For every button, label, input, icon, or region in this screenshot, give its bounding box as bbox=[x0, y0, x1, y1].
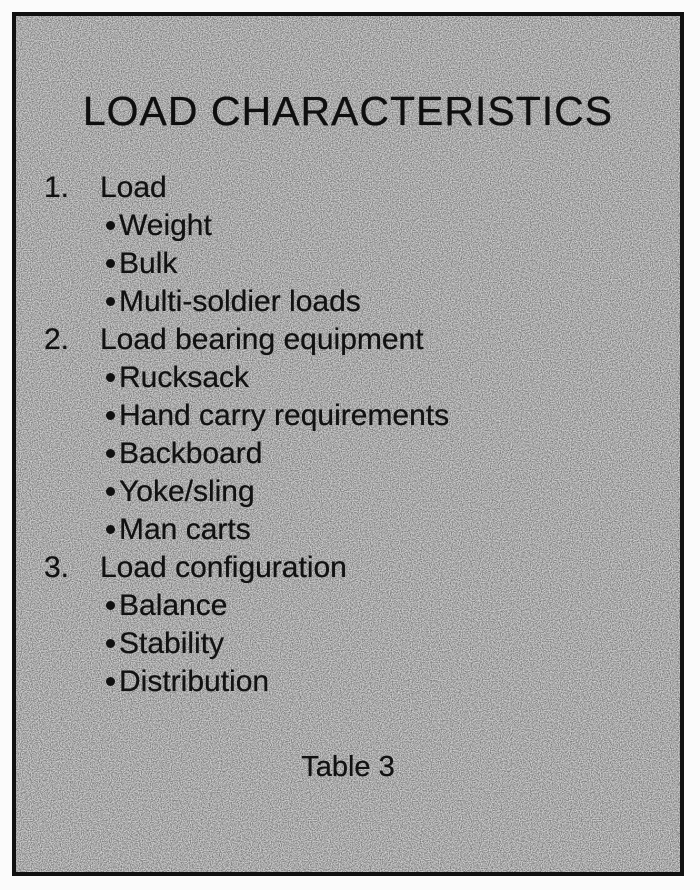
section-2-number: 2. bbox=[44, 323, 70, 356]
bullet-icon bbox=[106, 639, 115, 648]
list-item: Stability bbox=[106, 627, 224, 661]
list-item: Rucksack bbox=[106, 361, 249, 395]
list-item: Hand carry requirements bbox=[106, 399, 449, 433]
bullet-icon bbox=[106, 601, 115, 610]
section-3-number: 3. bbox=[44, 551, 70, 584]
bullet-icon bbox=[106, 677, 115, 686]
list-item: Multi-soldier loads bbox=[106, 285, 361, 319]
list-item: Weight bbox=[106, 209, 212, 243]
list-item: Distribution bbox=[106, 665, 269, 699]
bullet-icon bbox=[106, 449, 115, 458]
table-caption: Table 3 bbox=[301, 751, 395, 783]
bullet-icon bbox=[106, 221, 115, 230]
list-item: Balance bbox=[106, 589, 227, 623]
section-1-number: 1. bbox=[44, 171, 70, 204]
page-title: LOAD CHARACTERISTICS bbox=[82, 88, 614, 134]
section-3-label: Load configuration bbox=[100, 551, 347, 584]
bullet-icon bbox=[106, 411, 115, 420]
table-frame bbox=[12, 12, 684, 876]
bullet-icon bbox=[106, 525, 115, 534]
list-item: Bulk bbox=[106, 247, 177, 281]
document-content bbox=[16, 16, 680, 872]
list-item: Backboard bbox=[106, 437, 262, 471]
section-1-label: Load bbox=[100, 171, 167, 204]
bullet-icon bbox=[106, 297, 115, 306]
bullet-icon bbox=[106, 259, 115, 268]
list-item: Yoke/sling bbox=[106, 475, 255, 509]
bullet-icon bbox=[106, 487, 115, 496]
bullet-icon bbox=[106, 373, 115, 382]
list-item: Man carts bbox=[106, 513, 251, 547]
section-2-label: Load bearing equipment bbox=[100, 323, 424, 356]
